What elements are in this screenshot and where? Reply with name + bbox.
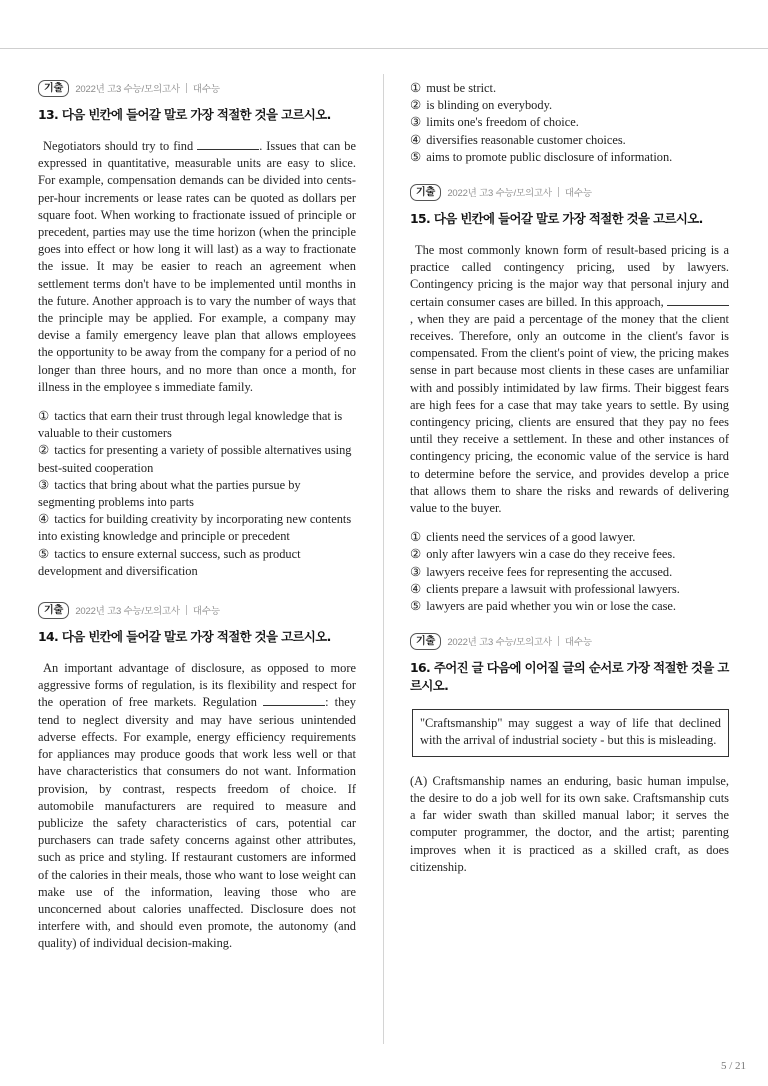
exam-source: 2022년 고3 수능/모의고사 (447, 188, 552, 200)
choice-text: is blinding on everybody. (426, 98, 553, 113)
paragraph-a: (A) Craftsmanship names an enduring, basic human impulse, the desire to do a job well for its own sake. Craftsmanship cuts a far wider swath than skilled manual labor; it serves the computer programmer, the doctor, and the artist; parenting improves when it is practiced as a skilled craft, as does citizenship. (410, 773, 729, 874)
answer-choices (410, 529, 729, 615)
page-number: 5 / 21 (720, 1060, 746, 1072)
exam-type: 대수능 (564, 637, 592, 649)
exam-badge: 기출 (38, 602, 69, 619)
choice-number: ② (38, 443, 50, 458)
choice-5[interactable] (38, 546, 356, 580)
exam-badge: 기출 (410, 184, 441, 201)
choice-number: ① (410, 81, 422, 95)
choice-1[interactable] (410, 529, 729, 546)
question-13 (38, 78, 356, 580)
question-16 (410, 631, 729, 876)
question-tag (410, 182, 729, 202)
tag-divider (186, 83, 187, 93)
choice-number: ② (410, 98, 422, 113)
choice-3[interactable] (410, 114, 729, 131)
choice-number: ⑤ (410, 149, 422, 164)
answer-blank (197, 138, 259, 150)
answer-choices-q14 (410, 80, 729, 166)
question-tag (410, 631, 729, 651)
choice-text: lawyers are paid whether you win or lose the case. (426, 599, 677, 614)
choice-text: tactics that bring about what the parties pursue by segmenting problems into parts (38, 477, 301, 510)
choice-text: aims to promote public disclosure of information. (426, 149, 673, 164)
choice-text: limits one's freedom of choice. (426, 115, 579, 130)
choice-3[interactable] (38, 477, 356, 511)
passage-text-before: Negotiators should try to find (43, 139, 194, 153)
header-rule (0, 48, 768, 49)
choice-number: ④ (410, 132, 422, 147)
exam-badge: 기출 (410, 633, 441, 650)
question-passage (38, 660, 356, 952)
exam-type: 대수능 (192, 84, 220, 95)
question-tag (38, 78, 356, 98)
question-tag (38, 600, 356, 620)
passage-text-after: . Issues that can be expressed in quantitative, measurable units are easy to slice. For example, compensation demands can be divided into cents-per-hour increments or lease rates can be quoted as dollars per square foot. When working to fractionate issued of principle or precedent, parties may use the time horizon (when the principle goes into effect or how long it will last) as a way to fractionate the issue. It may be easier to reach an agreement when settlement terms don't have to be implemented until months in the future. Another approach is to vary the number of ways that the principle may be applied. For example, a company may devise a family emergency leave plan that allows employees the opportunity to be away from the company for a period of no longer than three hours, and no more than once a month, for illness in the employee s immediate family. (38, 139, 357, 394)
choice-text: only after lawyers win a case do they receive fees. (426, 547, 676, 562)
choice-2[interactable] (410, 546, 729, 563)
question-14 (38, 600, 356, 952)
right-column (410, 78, 729, 876)
given-sentence-box (412, 709, 729, 756)
choice-number: ④ (410, 581, 422, 596)
question-title: 15. 다음 빈칸에 들어갈 말로 가장 적절한 것을 고르시오. (410, 211, 703, 227)
choice-number: ① (410, 530, 422, 545)
question-15 (410, 182, 729, 615)
answer-blank (667, 294, 729, 306)
choice-3[interactable] (410, 564, 729, 581)
choice-4[interactable] (38, 511, 356, 545)
choice-text: tactics to ensure external success, such as product development and diversification (38, 546, 301, 578)
choice-1[interactable] (38, 408, 356, 442)
answer-choices (38, 408, 356, 580)
choice-2[interactable] (38, 442, 356, 476)
choice-text: lawyers receive fees for representing the accused. (426, 564, 673, 579)
choice-number: ③ (410, 115, 422, 130)
answer-blank (263, 694, 325, 706)
left-column (38, 78, 356, 953)
choice-number: ② (410, 547, 422, 562)
exam-source: 2022년 고3 수능/모의고사 (447, 637, 552, 649)
passage-text-after: : they tend to neglect diversity and may have serious unintended adverse effects. For example, energy efficiency requirements for appliances may produce goods that work less well or that have characteristics that consumers do not want. Information provision, by contrast, respects freedom of choice. If automobile manufacturers are required to measure and publicize the safety characteristics of cars, potential car purchasers can trade safety concerns against other attributes, such as price and styling. If restaurant customers are informed of the calories in their meals, those who want to lose weight can make use of the information, leaving those who are unconcerned about calories unaffected. Disclosure does not interfere with, and should even promote, the autonomy (and quality) of individual decision-making. (38, 695, 356, 951)
choice-text: tactics for building creativity by incorporating new contents into existing knowledge and principle or precedent (38, 512, 352, 544)
question-title: 13. 다음 빈칸에 들어갈 말로 가장 적절한 것을 고르시오. (38, 107, 331, 122)
passage-text-after: , when they are paid a percentage of the money that the client receives. Therefore, only an outcome in the client's favor is compensated. From the client's point of view, the pricing makes sense in part because most clients in these cases are unfamiliar with and possibly intimidated by law firms. Their biggest fears are high fees for a case that may take years to settle. By using contingency pricing, clients are ensured that they pay no fees until they receive a settlement. In these and other instances of contingency pricing, the economic value of the service is hard to determine before the service, and provides develop a price that allows them to share the risks and rewards of delivering value to the buyer. (410, 311, 729, 516)
choice-text: tactics for presenting a variety of possible alternatives using best-suited cooperation (38, 443, 352, 475)
choice-1[interactable] (410, 80, 729, 97)
question-passage (410, 242, 729, 517)
choice-number: ③ (410, 564, 422, 579)
exam-type: 대수능 (564, 188, 592, 200)
choice-number: ③ (38, 477, 50, 492)
tag-divider (558, 187, 559, 197)
choice-4[interactable] (410, 581, 729, 598)
choice-number: ⑤ (410, 599, 422, 614)
choice-5[interactable] (410, 598, 729, 615)
exam-badge: 기출 (38, 80, 69, 97)
question-title: 16. 주어진 글 다음에 이어질 글의 순서로 가장 적절한 것을 고르시오. (410, 660, 729, 694)
passage-text-before: The most commonly known form of result-based pricing is a practice called contingency pricing, used by lawyers. Contingency pricing is the major way that personal injury and certain consumer cases are billed. In this approach, (410, 243, 729, 309)
column-divider (383, 74, 384, 1044)
tag-divider (186, 605, 187, 615)
exam-type: 대수능 (192, 606, 220, 618)
choice-text: tactics that earn their trust through legal knowledge that is valuable to their customers (38, 409, 343, 441)
choice-text: clients need the services of a good lawyer. (426, 530, 636, 545)
exam-source: 2022년 고3 수능/모의고사 (75, 606, 180, 618)
choice-2[interactable] (410, 97, 729, 114)
choice-number: ④ (38, 512, 50, 527)
question-title: 14. 다음 빈칸에 들어갈 말로 가장 적절한 것을 고르시오. (38, 629, 331, 645)
choice-5[interactable] (410, 149, 729, 166)
exam-source: 2022년 고3 수능/모의고사 (75, 84, 180, 95)
choice-text: clients prepare a lawsuit with professional lawyers. (426, 581, 680, 596)
choice-number: ① (38, 409, 50, 424)
choice-number: ⑤ (38, 546, 50, 561)
choice-text: diversifies reasonable customer choices. (426, 132, 626, 147)
passage-text-before: An important advantage of disclosure, as opposed to more aggressive forms of regulation, is its flexibility and respect for the operation of free markets. Regulation (38, 661, 356, 710)
tag-divider (558, 636, 559, 646)
choice-text: must be strict. (426, 81, 497, 95)
choice-4[interactable] (410, 132, 729, 149)
given-sentence: "Craftsmanship" may suggest a way of life that declined with the arrival of industrial society - but this is misleading. (420, 716, 721, 748)
question-passage (38, 138, 356, 396)
